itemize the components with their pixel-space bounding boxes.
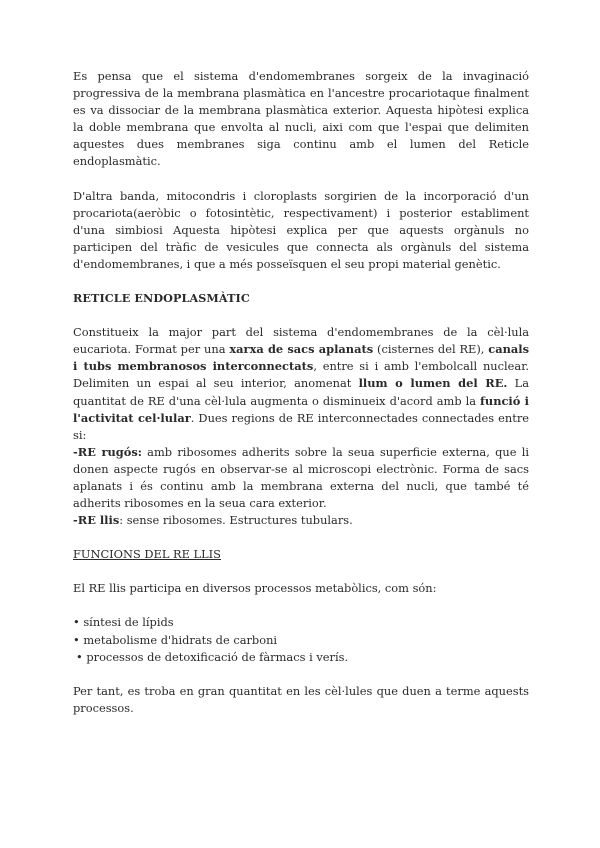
reticle-description [73,324,529,444]
reticle-bold-2: canals i tubs membranosos interconnectats [73,342,530,374]
section-heading-funcions: FUNCIONS DEL RE LLIS [73,547,221,562]
conclusion-paragraph: Per tant, es troba en gran quantitat en les cèl·lules que duen a terme aquests processos. [73,683,529,715]
funcions-intro: El RE llis participa en diversos processos metabòlics, com són: [73,581,437,596]
reticle-text-1: Constitueix la major part del sistema d'endomembranes de la cèl·lula eucariota. Format per una [73,325,529,357]
reticle-text-3: , entre si i amb l'embolcall nuclear. Delimiten un espai al seu interior, anomenat [73,359,530,391]
re-rugos-text: amb ribosomes adherits sobre la seua superficie externa, que li donen aspecte rugós en observar-se al microscopi electrònic. Forma de sacs aplanats i és continu amb la membrana externa del nucli, que també té adherits ribosomes en la seua cara exterior. [73,444,529,511]
list-item: • metabolisme d'hidrats de carboni [73,632,278,647]
intro-paragraph-endosymbiosis: D'altra banda, mitocondris i cloroplasts sorgirien de la incorporació d'un procariota(aeròbic o fotosintètic, respectivament) i posterior establiment d'una simbiosi Aquesta hipòtesi explica per que aquests orgànuls no participen del tràfic de vesicules que connecta als orgànuls del sistema d'endomembranes, i que a més posseïsquen el seu propi material genètic. [73,188,529,271]
document-page [73,68,529,717]
reticle-bold-3: llum o lumen del RE. [358,376,508,391]
re-llis-text: : sense ribosomes. Estructures tubulars. [119,513,353,528]
re-rugos-label: -RE rugós: [73,444,142,459]
reticle-bold-1: xarxa de sacs aplanats [229,342,374,357]
reticle-text-5: . Dues regions de RE interconnectades connectades entre si: [73,410,529,442]
list-item: • processos de detoxificació de fàrmacs i verís. [76,649,349,664]
re-llis-paragraph [73,512,529,529]
intro-paragraph-endomembranes: Es pensa que el sistema d'endomembranes sorgeix de la invaginació progressiva de la membrana plasmàtica en l'ancestre procariotaque finalment es va dissociar de la membrana plasmàtica exterior. Aquesta hipòtesi explica la doble membrana que envolta al nucli, aixi com que l'espai que delimiten aquestes dues membranes siga continu amb el lumen del Reticle endoplasmàtic. [73,69,529,169]
reticle-text-2: (cisternes del RE), [373,342,489,357]
reticle-text-4: La quantitat de RE d'una cèl·lula augmenta o disminueix d'acord amb la [73,376,530,408]
re-llis-label: -RE llis [73,513,120,528]
reticle-bold-4: funció i l'activitat cel·lular [73,393,529,425]
list-item: • síntesi de lípids [73,615,174,630]
section-heading-reticle: RETICLE ENDOPLASMÀTIC [73,291,250,306]
re-rugos-paragraph [73,444,529,512]
funcions-list [73,614,529,665]
